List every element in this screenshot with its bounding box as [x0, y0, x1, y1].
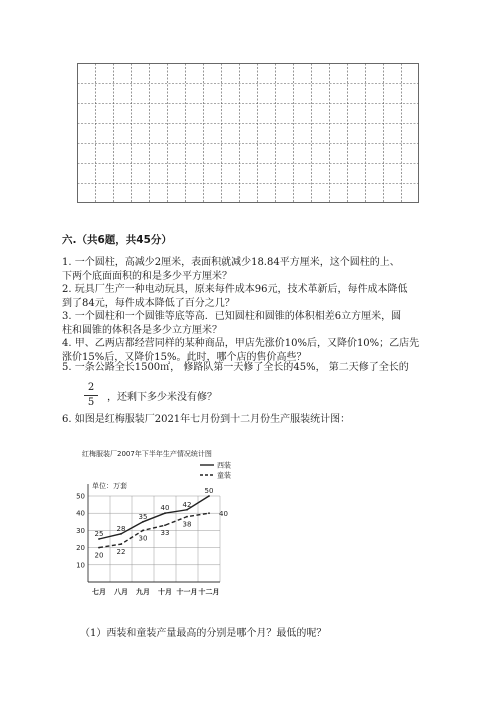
question-line: 5. 一条公路全长1500㎡， 修路队第一天修了全长的45%， 第二天修了全长的	[62, 362, 409, 373]
data-point	[142, 521, 144, 523]
data-label: 25	[94, 530, 104, 538]
data-point	[186, 516, 188, 518]
data-label: 42	[182, 500, 192, 509]
data-label: 20	[94, 551, 104, 560]
sub-question-1: （1）西装和童装产量最高的分别是哪个月？最低的呢？	[80, 628, 327, 639]
question-6: 6. 如图是红梅服装厂2021年七月份到十二月份生产服装统计图：	[62, 414, 351, 425]
question-line: 4. 甲、乙两店都经营同样的某种商品，甲店先涨价10%后，又降价10%；乙店先	[62, 338, 420, 349]
data-point	[164, 524, 166, 526]
question-line: 3. 一个圆柱和一个圆锥等底等高．已知圆柱和圆锥的体积相差6立方厘米，圆	[62, 311, 402, 322]
fraction-bar	[84, 395, 98, 396]
data-label: 40	[160, 504, 170, 513]
data-label: 40	[219, 510, 228, 519]
data-label: 35	[138, 512, 148, 521]
grid-border	[78, 64, 419, 203]
question-line: 2. 玩具厂生产一种电动玩具，原来每件成本96元，技术革新后，每件成本降低	[62, 284, 408, 295]
data-point	[142, 530, 144, 532]
question-2	[62, 283, 452, 310]
y-tick-label: 50	[76, 492, 85, 501]
x-tick-label: 十二月	[198, 588, 220, 596]
answer-grid	[77, 63, 419, 203]
question-line: 到了84元，每件成本降低了百分之几？	[62, 297, 235, 309]
y-tick-label: 40	[76, 509, 85, 518]
chart-unit-label: 单位：万套	[92, 482, 127, 490]
legend-label: 西装	[217, 461, 231, 470]
data-label: 50	[204, 487, 214, 495]
production-line-chart	[70, 443, 245, 608]
question-5-tail: ，还剩下多少米没有修？	[107, 392, 217, 403]
fraction	[84, 382, 98, 409]
data-point	[120, 543, 122, 545]
data-label: 38	[182, 520, 192, 529]
y-tick-label: 10	[76, 561, 85, 570]
x-tick-label: 八月	[114, 588, 128, 596]
fraction-denominator: 5	[87, 397, 95, 408]
question-line: 涨价15%后，又降价15%。此时，哪个店的售价高些？	[62, 351, 307, 363]
question-line: 1. 一个圆柱，高减少2厘米，表面积就减少18.84平方厘米，这个圆柱的上、	[62, 257, 400, 268]
x-tick-label: 七月	[92, 588, 106, 596]
question-line: 柱和圆锥的体积各是多少立方厘米？	[62, 324, 222, 336]
question-4	[62, 337, 452, 364]
data-label: 28	[116, 524, 126, 533]
y-tick-label: 20	[76, 544, 85, 553]
data-point	[98, 547, 100, 549]
data-label: 30	[138, 534, 148, 543]
data-point	[98, 538, 100, 540]
data-point	[164, 512, 166, 514]
question-1	[62, 256, 452, 283]
data-label: 22	[116, 548, 126, 557]
data-point	[208, 512, 210, 514]
x-tick-label: 十一月	[176, 588, 198, 596]
x-tick-label: 十月	[158, 588, 172, 596]
section-title: 六.（共6题，共45分）	[62, 234, 172, 246]
data-label: 33	[160, 529, 170, 538]
chart-title: 红梅服装厂2007年下半年生产情况统计图	[82, 450, 212, 458]
fraction-numerator: 2	[87, 382, 95, 393]
data-point	[208, 495, 210, 497]
question-3	[62, 310, 452, 337]
data-point	[186, 509, 188, 511]
data-point	[120, 533, 122, 535]
x-tick-label: 九月	[136, 588, 150, 596]
y-tick-label: 30	[76, 526, 85, 535]
legend-label: 童装	[217, 471, 231, 480]
question-line: 下两个底面面积的和是多少平方厘米？	[62, 270, 232, 282]
question-5	[62, 361, 452, 375]
